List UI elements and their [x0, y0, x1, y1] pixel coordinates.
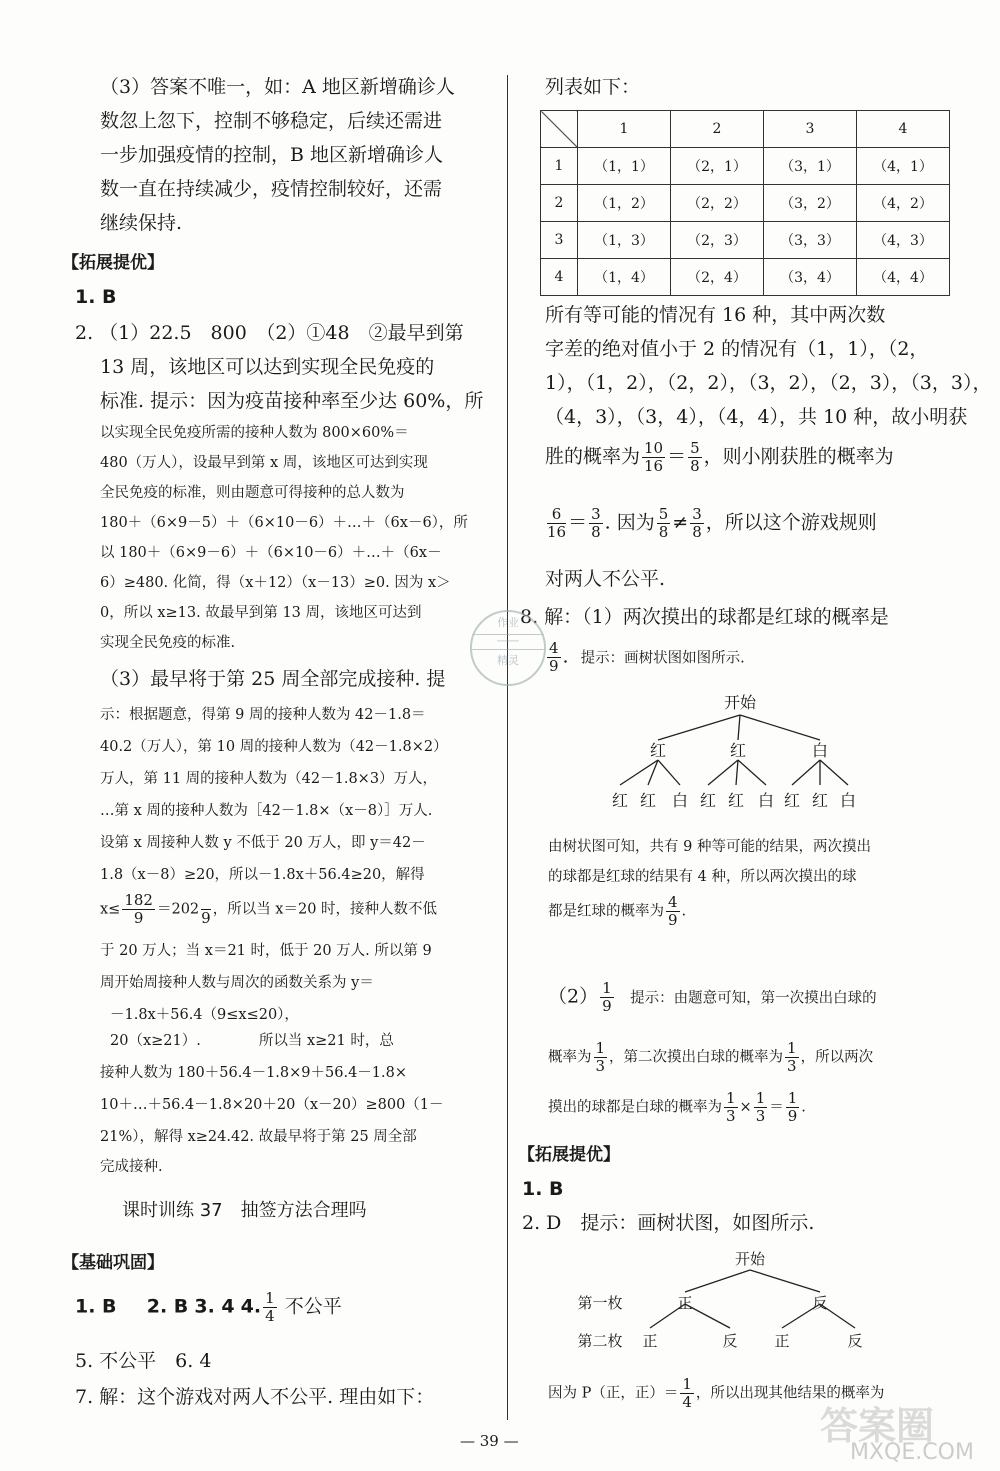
tree-leaf: 正 — [774, 1332, 790, 1350]
text: ，所以两次 — [800, 1049, 874, 1066]
numerator: 1 — [682, 1375, 692, 1393]
table-header-cell: 1 — [578, 111, 671, 148]
numerator: 1 — [595, 1039, 606, 1057]
table-cell: 2 — [541, 185, 578, 222]
table-cell: （3，4） — [764, 259, 857, 296]
hint-text: 提示：画树状图如图所示. — [580, 650, 745, 667]
table-header-cell: 3 — [764, 111, 857, 148]
text: x≤ — [100, 901, 121, 918]
tree-node: 白 — [811, 741, 829, 760]
hint-text: 提示：由题意可知，第一次摸出白球的 — [615, 990, 877, 1007]
answer-2-line-2: 13 周，该地区可以达到实现全民免疫的 — [100, 356, 435, 378]
table-row — [541, 148, 950, 185]
table-cell: （1，1） — [578, 148, 671, 185]
denominator: 8 — [658, 523, 669, 541]
text: ＝ — [667, 445, 687, 468]
denominator: 3 — [787, 1057, 797, 1075]
answer-3: 3. 4 — [194, 1295, 235, 1318]
table-cell: （4，1） — [857, 148, 950, 185]
numerator: 1 — [787, 1089, 798, 1107]
q8-explain-line-1: 由树状图可知，共有 9 种等可能的结果，两次摸出 — [548, 839, 871, 855]
answer-3-line-4: 数一直在持续减少，疫情控制较好，还需 — [100, 178, 443, 200]
text: 胜的概率为 — [545, 445, 641, 468]
tree-root: 开始 — [723, 693, 757, 712]
tree-node: 红 — [649, 741, 667, 760]
denominator: 8 — [690, 457, 700, 475]
denominator: 16 — [644, 457, 664, 475]
text: . 因为 — [604, 511, 655, 534]
text: ，所以这个游戏规则 — [705, 511, 877, 534]
numerator: 5 — [690, 439, 700, 457]
fraction — [594, 1040, 608, 1075]
table-corner-cell — [541, 111, 578, 148]
answer-3-line-3: 一步加强疫情的控制，B 地区新增确诊人 — [100, 144, 444, 166]
hint-3b-line-8: 完成接种. — [100, 1159, 163, 1175]
answer-3-line-1: （3）答案不唯一，如：A 地区新增确诊人 — [100, 76, 455, 98]
denominator: 9 — [668, 911, 678, 929]
table-cell: （1，2） — [578, 185, 671, 222]
answer-4-text: 不公平 — [284, 1295, 342, 1318]
text: ，第二次摸出白球的概率为 — [609, 1049, 784, 1066]
text: ，则小刚获胜的概率为 — [703, 445, 894, 468]
numerator: 1 — [787, 1039, 797, 1057]
q7-conclusion: 对两人不公平. — [545, 568, 666, 590]
denominator: 3 — [755, 1107, 766, 1125]
table-cell: （2，4） — [671, 259, 764, 296]
text: ＝20 — [156, 901, 190, 918]
outcome-table — [540, 110, 950, 296]
text: （2） — [548, 985, 599, 1008]
denominator: 16 — [547, 523, 567, 541]
fraction — [547, 506, 566, 541]
fraction — [786, 1090, 800, 1125]
answer-8-1: 8. 解：（1）两次摸出的球都是红球的概率是 — [520, 606, 889, 628]
hint-2-line-8: 实现全民免疫的标准. — [100, 635, 236, 651]
table-header-row — [541, 111, 950, 148]
text: ≠ — [672, 511, 689, 534]
lesson-title: 课时训练 37 抽签方法合理吗 — [122, 1200, 367, 1221]
text: . — [801, 1099, 806, 1116]
stamp-seal: 作业 ──── 精灵 — [470, 610, 546, 686]
hint-3b-line-7: 21%），解得 x≥24.42. 故最早将于第 25 周全部 — [100, 1129, 417, 1145]
answer-3-line-5: 继续保持. — [100, 212, 183, 234]
text: 概率为 — [548, 1049, 592, 1066]
q7-text-line-4: （4，3），（3，4），（4，4），共 10 种，故小明获 — [545, 406, 968, 428]
denominator: 9 — [787, 1107, 798, 1125]
hint-3-line-4: …第 x 周的接种人数为［42－1.8×（x－8）］万人. — [100, 803, 433, 819]
answer-1: 1. B — [75, 1295, 117, 1318]
q7-fraction-line-2 — [545, 506, 877, 541]
answer-4: 4. — [240, 1295, 262, 1318]
fraction — [657, 506, 671, 541]
numerator: 1 — [726, 1089, 736, 1107]
hint-3-line-6: 1.8（x－8）≥20，所以－1.8x＋56.4≥20，解得 — [100, 867, 425, 883]
section-heading-basics: 【基础巩固】 — [62, 1253, 164, 1273]
numerator: 1 — [265, 1289, 275, 1307]
hint-3-line-3: 万人，第 11 周的接种人数为（42－1.8×3）万人， — [100, 771, 438, 787]
fraction — [547, 640, 561, 675]
fraction — [690, 506, 704, 541]
tree-leaf: 红 — [811, 791, 829, 810]
table-cell: （2，3） — [671, 222, 764, 259]
tree-leaf: 白 — [839, 791, 857, 810]
hint-3-line-1: 示：根据题意，得第 9 周的接种人数为 42－1.8＝ — [100, 707, 426, 723]
fraction — [122, 892, 155, 927]
table-cell: （4，2） — [857, 185, 950, 222]
q8-explain-line-3 — [548, 894, 686, 929]
answer-3-line-2: 数忽上忽下，控制不够稳定，后续还需进 — [100, 110, 443, 132]
table-cell: （4，3） — [857, 222, 950, 259]
tree-leaf: 白 — [757, 791, 775, 810]
numerator: 1 — [755, 1089, 766, 1107]
table-cell: （4，4） — [857, 259, 950, 296]
fraction — [600, 980, 614, 1015]
watermark-url: MXQE.COM — [850, 1440, 974, 1465]
tree-root: 开始 — [734, 1250, 766, 1268]
answers-row-1 — [75, 1290, 342, 1325]
text: 摸出的球都是白球的概率为 — [548, 1099, 722, 1116]
hint-3b-line-6: 10＋…＋56.4－1.8×20＋20（x－20）≥800（1－ — [100, 1097, 444, 1113]
text: × — [739, 1099, 752, 1116]
table-header-cell: 4 — [857, 111, 950, 148]
stamp-text: 精灵 — [497, 654, 519, 667]
numerator: 1 — [602, 979, 612, 997]
table-cell: （1，3） — [578, 222, 671, 259]
answer-8-2 — [548, 980, 877, 1015]
text: 都是红球的概率为 — [548, 903, 664, 920]
tree-diagram-balls — [580, 690, 900, 820]
tree-leaf: 红 — [783, 791, 801, 810]
hint-2-line-2: 480（万人），设最早到第 x 周，该地区可达到实现 — [100, 455, 428, 471]
table-cell: （1，4） — [578, 259, 671, 296]
numerator: 6 — [547, 506, 566, 524]
tree-node: 红 — [729, 741, 747, 760]
denominator: 3 — [726, 1107, 736, 1125]
hint-2-line-5: 以 180＋（6×9－6）＋（6×10－6）＋…＋（6x－ — [100, 545, 442, 561]
fraction — [754, 1090, 768, 1125]
numerator: 4 — [549, 639, 559, 657]
table-cell: （3，3） — [764, 222, 857, 259]
fraction — [785, 1040, 799, 1075]
answer-2-line-3: 标准. 提示：因为疫苗接种率至少达 60%，所 — [100, 390, 484, 412]
table-row — [541, 185, 950, 222]
text: ＝ — [769, 1099, 784, 1116]
numerator: 10 — [644, 439, 664, 457]
denominator: 9 — [602, 997, 612, 1015]
table-cell: 4 — [541, 259, 578, 296]
denominator: 8 — [692, 523, 702, 541]
tree-level-label: 第二枚 — [577, 1332, 623, 1350]
tree-leaf: 白 — [671, 791, 689, 810]
table-cell: 1 — [541, 148, 578, 185]
tree-leaf: 红 — [727, 791, 745, 810]
answer-7: 7. 解：这个游戏对两人不公平. 理由如下： — [75, 1386, 435, 1408]
hint-3b-line-1: 于 20 万人；当 x＝21 时，低于 20 万人. 所以第 9 — [100, 943, 432, 959]
numerator: 5 — [658, 505, 669, 523]
text: ＝ — [568, 511, 588, 534]
answer-2-line-1: 2. （1）22.5 800 （2）①48 ②最早到第 — [75, 322, 464, 344]
table-cell: 3 — [541, 222, 578, 259]
hint-2-line-4: 180＋（6×9－5）＋（6×10－6）＋…＋（6x－6），所 — [100, 515, 468, 531]
tree-diagram-coins — [570, 1248, 890, 1358]
denominator: 8 — [591, 523, 601, 541]
hint-2-line-7: 0，所以 x≥13. 故最早到第 13 周，该地区可达到 — [100, 605, 422, 621]
table-intro: 列表如下： — [545, 76, 641, 98]
fraction — [201, 892, 211, 927]
hint-3b-line-3: －1.8x＋56.4（9≤x≤20）， — [110, 1007, 299, 1023]
q8-explain-line-2: 的球都是红球的结果有 4 种，所以两次摸出的球 — [548, 869, 857, 885]
answer-1: 1. B — [75, 286, 117, 308]
tree-leaf: 反 — [722, 1332, 738, 1350]
extension-answer-2: 2. D 提示：画树状图，如图所示. — [522, 1212, 815, 1234]
denominator: 9 — [201, 909, 211, 927]
fraction — [642, 440, 665, 475]
denominator: 9 — [549, 657, 559, 675]
numerator: 182 — [124, 891, 153, 909]
text: ，所以出现其他结果的概率为 — [695, 1385, 885, 1402]
tree-leaf: 正 — [642, 1332, 658, 1350]
answer-8-1-fraction: $\frac{4}{9}$ . 提示：画树状图如图所示. — [549, 639, 745, 675]
fraction — [666, 894, 680, 929]
table-cell: （3，2） — [764, 185, 857, 222]
hint-2-line-6: 6）≥480. 化简，得（x＋12）（x－13）≥0. 因为 x＞ — [100, 575, 451, 591]
text: ，所以当 x＝20 时，接种人数不低 — [212, 901, 438, 918]
hint-2-line-1: 以实现全民免疫所需的接种人数为 800×60%＝ — [100, 425, 409, 441]
column-divider — [507, 75, 508, 1420]
tree-level-label: 第一枚 — [577, 1294, 623, 1312]
stamp-text: 作业 — [497, 616, 519, 629]
hint-2-line-3: 全民免疫的标准，则由题意可得接种的总人数为 — [100, 485, 405, 501]
denominator: 4 — [265, 1307, 275, 1325]
hint-3b-line-5: 接种人数为 180＋56.4－1.8×9＋56.4－1.8× — [100, 1065, 407, 1081]
table-row — [541, 222, 950, 259]
table-cell: （2，1） — [671, 148, 764, 185]
text: . — [681, 903, 687, 920]
answer-8-2-line-2 — [548, 1040, 873, 1075]
q7-fraction-line-1 — [545, 440, 894, 475]
tree-leaf: 红 — [699, 791, 717, 810]
extension-answer-1: 1. B — [522, 1178, 564, 1200]
fraction — [680, 1376, 694, 1411]
tree-leaf: 反 — [847, 1332, 863, 1350]
page-number: — 39 — — [460, 1432, 519, 1450]
fraction — [589, 506, 603, 541]
whole: 2 — [189, 901, 200, 918]
denominator: 9 — [133, 909, 144, 927]
tree-node: 反 — [812, 1294, 828, 1312]
fraction — [688, 440, 702, 475]
tree-node: 正 — [677, 1294, 693, 1312]
section-heading-extension-2: 【拓展提优】 — [518, 1145, 620, 1165]
numerator: 3 — [692, 505, 702, 523]
q7-text-line-1: 所有等可能的情况有 16 种，其中两次数 — [545, 304, 886, 326]
text: 因为 P（正，正）＝ — [548, 1385, 679, 1402]
answers-row-2: 5. 不公平 6. 4 — [75, 1350, 212, 1372]
numerator: 3 — [591, 505, 601, 523]
answer-2-3: （3）最早将于第 25 周全部完成接种. 提 — [100, 668, 446, 690]
hint-3-fraction-line — [100, 892, 437, 927]
answer-8-2-line-3 — [548, 1090, 806, 1125]
denominator: 4 — [682, 1393, 692, 1411]
hint-3b-line-2: 周开始周接种人数与周次的函数关系为 y＝ — [100, 975, 374, 991]
hint-3-line-5: 设第 x 周接种人数 y 不低于 20 万人，即 y＝42－ — [100, 835, 426, 851]
numerator: 4 — [668, 893, 678, 911]
table-cell: （2，2） — [671, 185, 764, 222]
tree-leaf: 红 — [639, 791, 657, 810]
denominator: 3 — [595, 1057, 606, 1075]
section-heading-extension: 【拓展提优】 — [62, 253, 164, 273]
watermark-logo: 答案圈 — [820, 1404, 935, 1448]
q7-text-line-3: 1），（1，2），（2，2），（3，2），（2，3），（3，3）， — [545, 372, 992, 394]
fraction — [263, 1290, 277, 1325]
fraction — [724, 1090, 738, 1125]
table-cell: （3，1） — [764, 148, 857, 185]
hint-3-line-2: 40.2（万人），第 10 周的接种人数为（42－1.8×2） — [100, 739, 448, 755]
table-row — [541, 259, 950, 296]
answer-2: 2. B — [146, 1295, 189, 1318]
q7-text-line-2: 字差的绝对值小于 2 的情况有（1，1），（2， — [545, 338, 929, 360]
hint-3b-line-4: 20（x≥21）. 所以当 x≥21 时，总 — [110, 1033, 394, 1049]
tree-leaf: 红 — [611, 791, 629, 810]
table-header-cell: 2 — [671, 111, 764, 148]
